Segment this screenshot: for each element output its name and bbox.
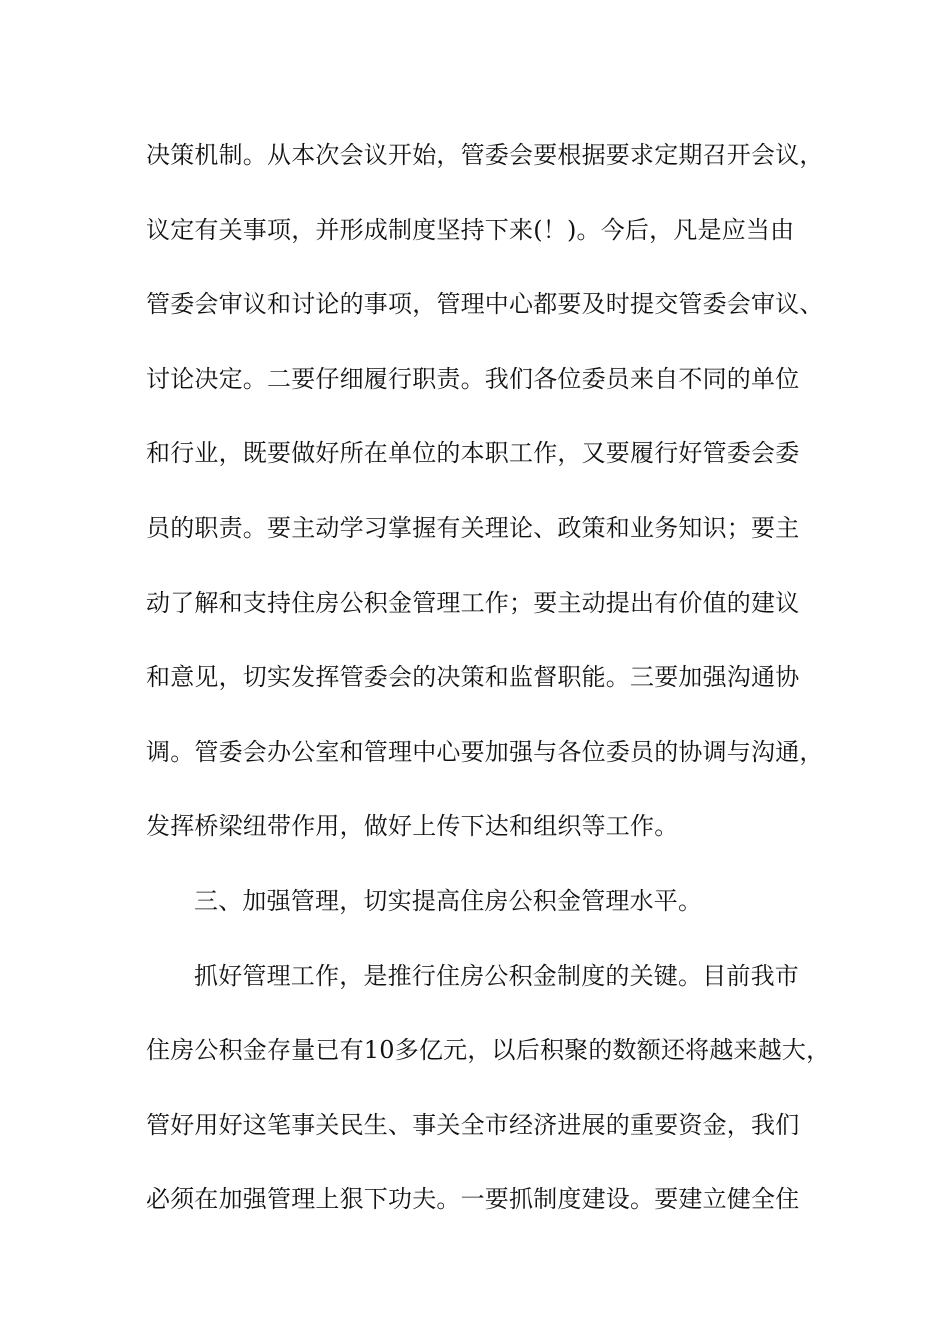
paragraph-line: 讨论决定。二要仔细履行职责。我们各位委员来自不同的单位 <box>146 364 800 393</box>
body-text <box>146 130 831 1249</box>
paragraph-line: 员的职责。要主动学习掌握有关理论、政策和业务知识；要主 <box>146 513 800 542</box>
section-heading: 三、加强管理，切实提高住房公积金管理水平。 <box>194 886 703 915</box>
paragraph-line: 抓好管理工作，是推行住房公积金制度的关键。目前我市 <box>194 961 799 990</box>
paragraph-line: 和行业，既要做好所在单位的本职工作，又要履行好管委会委 <box>146 439 800 468</box>
paragraph-line: 管委会审议和讨论的事项，管理中心都要及时提交管委会审议、 <box>146 290 824 319</box>
paragraph-line: 管好用好这笔事关民生、事关全市经济进展的重要资金，我们 <box>146 1110 800 1139</box>
paragraph-line: 和意见，切实发挥管委会的决策和监督职能。三要加强沟通协 <box>146 663 800 692</box>
paragraph-line: 发挥桥梁纽带作用，做好上传下达和组织等工作。 <box>146 812 679 841</box>
paragraph-line: 住房公积金存量已有10多亿元，以后积聚的数额还将越来越大， <box>146 1036 831 1065</box>
paragraph-line: 决策机制。从本次会议开始，管委会要根据要求定期召开会议， <box>146 141 824 169</box>
paragraph-line: 议定有关事项，并形成制度坚持下来(！)。今后，凡是应当由 <box>146 215 795 244</box>
paragraph-line: 动了解和支持住房公积金管理工作；要主动提出有价值的建议 <box>146 588 800 617</box>
paragraph-line: 调。管委会办公室和管理中心要加强与各位委员的协调与沟通， <box>146 737 824 766</box>
paragraph-line: 必须在加强管理上狠下功夫。一要抓制度建设。要建立健全住 <box>146 1185 800 1214</box>
